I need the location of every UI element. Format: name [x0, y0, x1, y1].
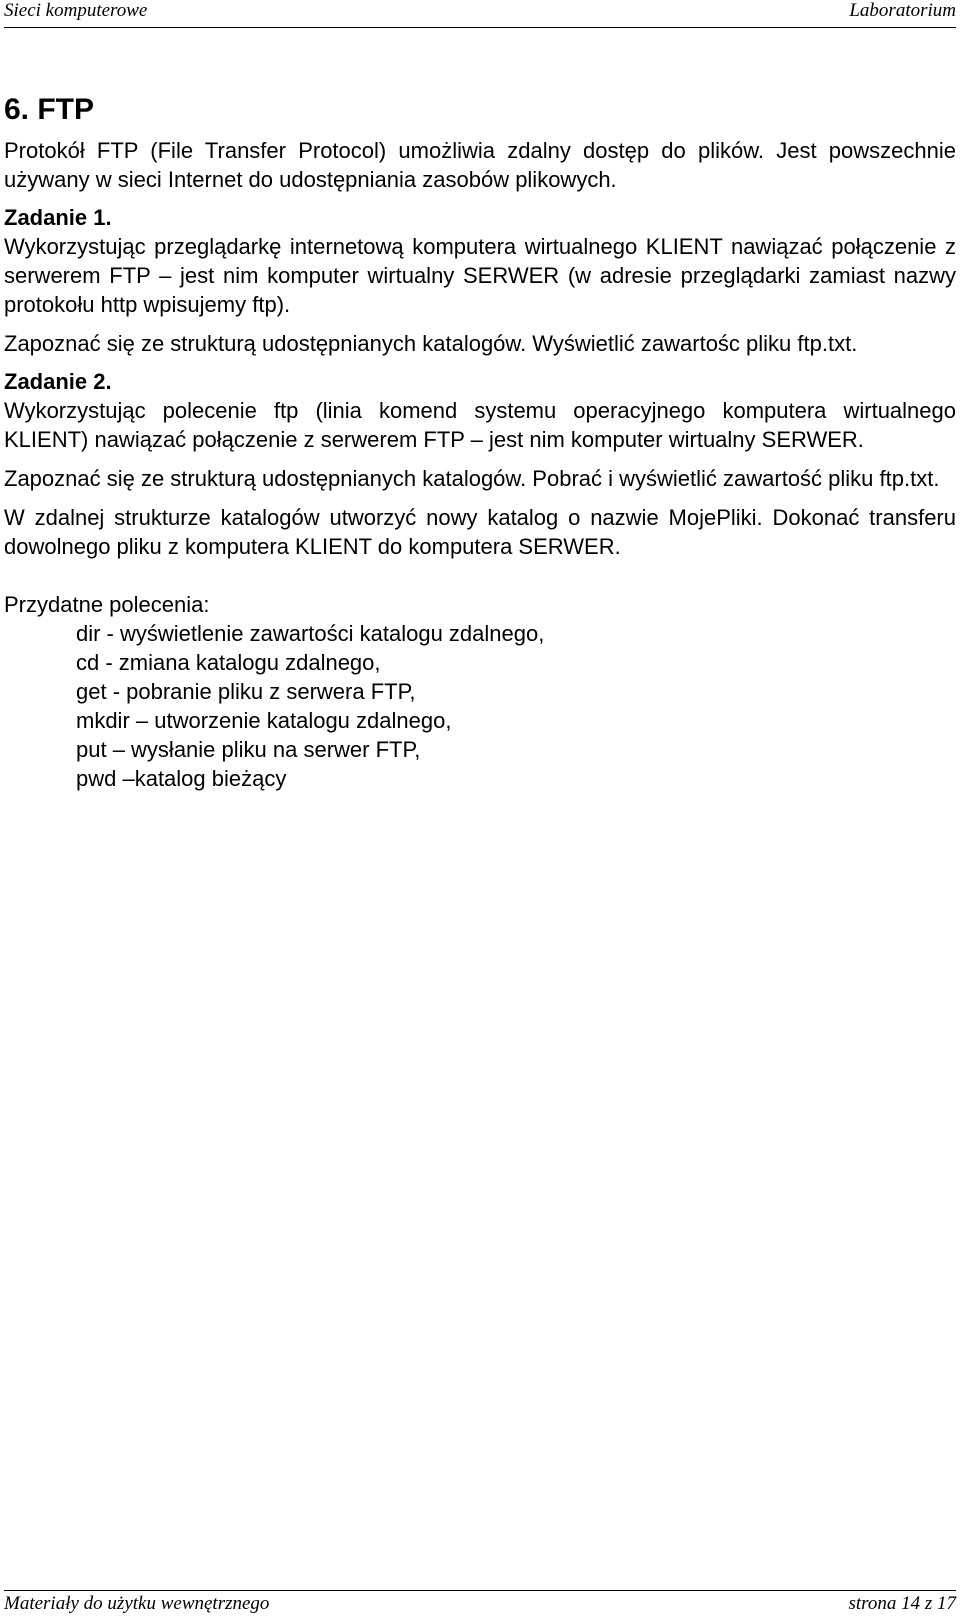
- task-2-paragraph-3: W zdalnej strukturze katalogów utworzyć nowy katalog o nazwie MojePliki. Dokonać transferu dowolnego pliku z komputera KLIENT do komputera SERWER.: [4, 505, 956, 559]
- command-item-cd: cd - zmiana katalogu zdalnego,: [76, 650, 381, 675]
- commands-title: Przydatne polecenia:: [4, 592, 210, 617]
- page-content: [4, 90, 956, 793]
- command-item-get: get - pobranie pliku z serwera FTP,: [76, 679, 416, 704]
- task-2-heading: Zadanie 2.: [4, 369, 112, 394]
- header-document-type: Laboratorium: [849, 0, 956, 21]
- page-header: [4, 0, 956, 28]
- footer-note: Materiały do użytku wewnętrznego: [4, 1593, 270, 1614]
- task-2-paragraph-2: Zapoznać się ze strukturą udostępnianych katalogów. Pobrać i wyświetlić zawartość pliku ftp.txt.: [4, 466, 940, 491]
- header-course-title: Sieci komputerowe: [4, 0, 148, 21]
- command-item-mkdir: mkdir – utworzenie katalogu zdalnego,: [76, 708, 452, 733]
- task-2-paragraph-1: Wykorzystując polecenie ftp (linia komend systemu operacyjnego komputera wirtualnego KLIENT) nawiązać połączenie z serwerem FTP – jest nim komputer wirtualny SERWER.: [4, 398, 956, 452]
- task-1-heading: Zadanie 1.: [4, 205, 112, 230]
- command-item-dir: dir - wyświetlenie zawartości katalogu zdalnego,: [76, 621, 545, 646]
- task-1: [4, 203, 956, 358]
- section-title: 6. FTP: [4, 93, 95, 126]
- task-2: [4, 367, 956, 561]
- task-1-paragraph-1: Wykorzystując przeglądarkę internetową komputera wirtualnego KLIENT nawiązać połączenie z serwerem FTP – jest nim komputer wirtualny SERWER (w adresie przeglądarki zamiast nazwy protokołu http wpisujemy ftp).: [4, 234, 956, 317]
- task-1-paragraph-2: Zapoznać się ze strukturą udostępnianych katalogów. Wyświetlić zawartośc pliku ftp.txt.: [4, 331, 858, 356]
- command-item-put: put – wysłanie pliku na serwer FTP,: [76, 737, 421, 762]
- page-number: strona 14 z 17: [848, 1593, 956, 1614]
- commands-list: [4, 619, 956, 793]
- page-footer: [4, 1590, 956, 1617]
- command-item-pwd: pwd –katalog bieżący: [76, 766, 287, 791]
- section-intro: Protokół FTP (File Transfer Protocol) umożliwia zdalny dostęp do plików. Jest powszechnie używany w sieci Internet do udostępniania zasobów plikowych.: [4, 138, 956, 192]
